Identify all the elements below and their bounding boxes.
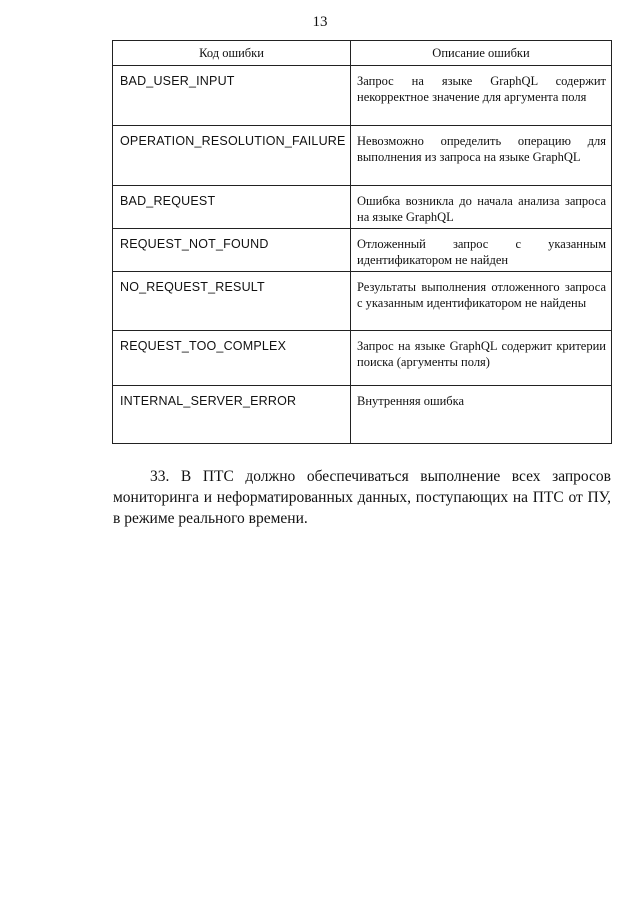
error-description-cell: Результаты выполнения отложенного запроса с указанным идентификатором не найдены <box>351 272 612 331</box>
error-code-cell: BAD_REQUEST <box>113 186 351 229</box>
table-row <box>113 272 612 331</box>
table-row <box>113 126 612 186</box>
body-paragraph: 33. В ПТС должно обеспечиваться выполнение всех запросов мониторинга и неформатированных данных, поступающих на ПТС от ПУ, в режиме реального времени. <box>113 468 611 527</box>
table-row <box>113 331 612 386</box>
error-description-cell: Невозможно определить операцию для выполнения из запроса на языке GraphQL <box>351 126 612 186</box>
table-header-row <box>113 41 612 66</box>
table-row <box>113 229 612 272</box>
error-code-cell: OPERATION_RESOLUTION_FAILURE <box>113 126 351 186</box>
error-description-cell: Отложенный запрос с указанным идентификатором не найден <box>351 229 612 272</box>
error-code-cell: BAD_USER_INPUT <box>113 66 351 126</box>
error-description-cell: Запрос на языке GraphQL содержит некорректное значение для аргумента поля <box>351 66 612 126</box>
column-header-code: Код ошибки <box>113 41 351 66</box>
page-number: 13 <box>312 14 328 30</box>
error-codes-table <box>112 40 612 444</box>
table-row <box>113 66 612 126</box>
error-description-cell: Внутренняя ошибка <box>351 386 612 444</box>
error-code-cell: REQUEST_NOT_FOUND <box>113 229 351 272</box>
table-row <box>113 386 612 444</box>
error-code-cell: NO_REQUEST_RESULT <box>113 272 351 331</box>
error-description-cell: Запрос на языке GraphQL содержит критерии поиска (аргументы поля) <box>351 331 612 386</box>
error-code-cell: INTERNAL_SERVER_ERROR <box>113 386 351 444</box>
table-row <box>113 186 612 229</box>
column-header-description: Описание ошибки <box>351 41 612 66</box>
error-code-cell: REQUEST_TOO_COMPLEX <box>113 331 351 386</box>
error-description-cell: Ошибка возникла до начала анализа запроса на языке GraphQL <box>351 186 612 229</box>
